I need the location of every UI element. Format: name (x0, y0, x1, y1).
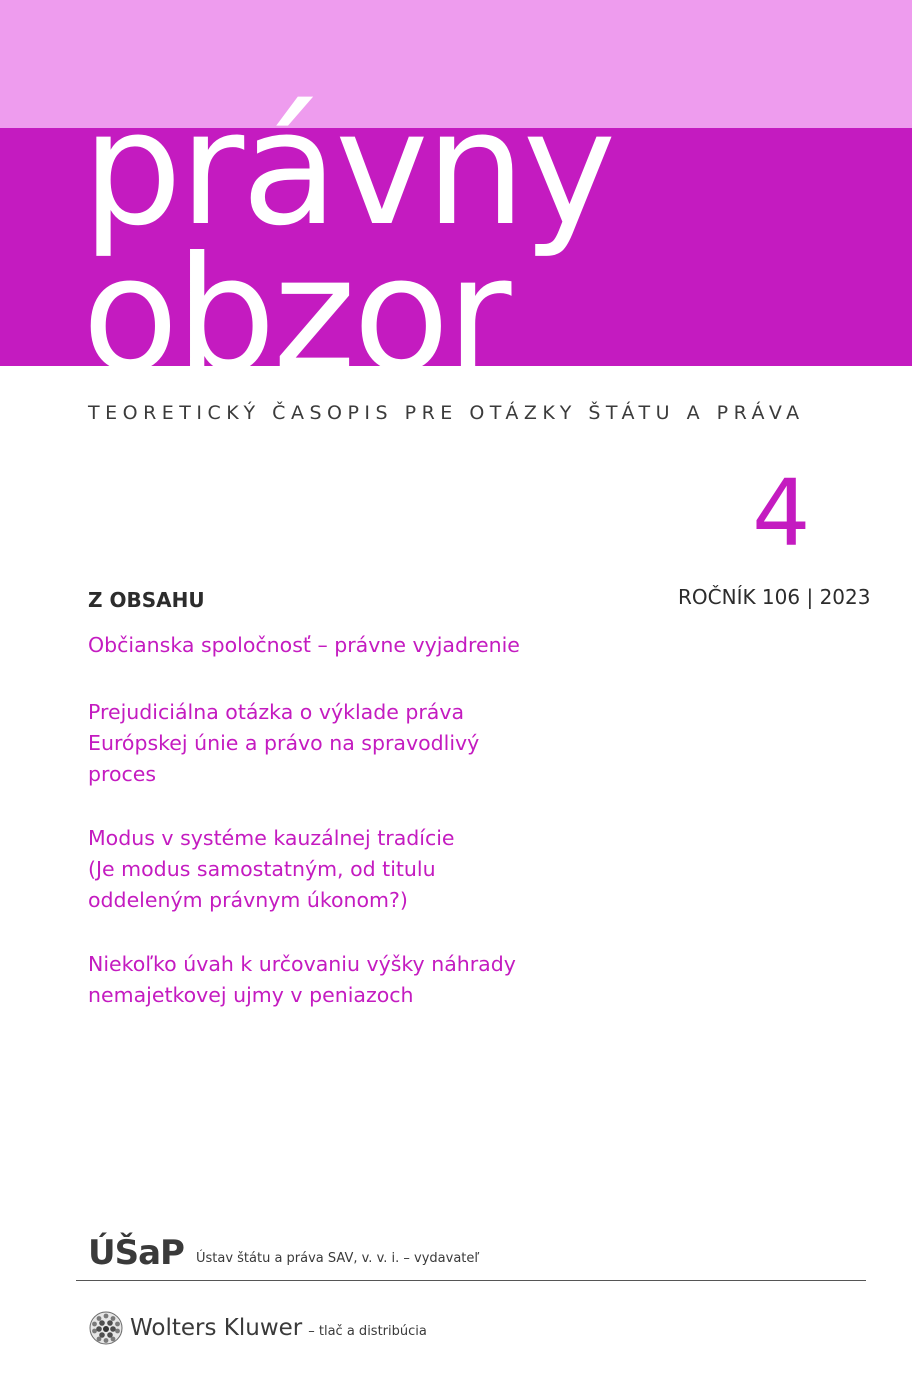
article-title (88, 949, 568, 1011)
publisher-block (88, 1230, 480, 1273)
article-title-line: Prejudiciálna otázka o výklade práva (88, 700, 465, 724)
article-title-line: (Je modus samostatným, od titulu (88, 857, 436, 881)
volume-year: ROČNÍK 106 | 2023 (678, 585, 871, 609)
distributor-block (88, 1308, 427, 1348)
article-title-line: Európskej únie a právo na spravodlivý (88, 731, 480, 755)
publisher-text: Ústav štátu a práva SAV, v. v. i. – vydavateľ (195, 1251, 480, 1266)
footer-divider (76, 1280, 866, 1281)
article-title-line: nemajetkovej ujmy v peniazoch (88, 983, 414, 1007)
article-title-line: Niekoľko úvah k určovaniu výšky náhrady (88, 952, 516, 976)
article-title (88, 697, 568, 790)
article-title (88, 823, 568, 916)
distributor-name: Wolters Kluwer (130, 1315, 303, 1341)
wolters-kluwer-globe-icon (88, 1310, 124, 1346)
article-title (88, 630, 568, 661)
publisher-logo: ÚŠaP (88, 1233, 184, 1273)
contents-heading: Z OBSAHU (88, 588, 205, 612)
distributor-role: – tlač a distribúcia (308, 1323, 427, 1339)
article-title-line: proces (88, 762, 157, 786)
masthead-title-line2: obzor (82, 223, 509, 407)
article-title-line: Modus v systéme kauzálnej tradície (88, 826, 455, 850)
journal-subtitle: TEORETICKÝ ČASOPIS PRE OTÁZKY ŠTÁTU A PRÁVA (88, 402, 805, 424)
masthead-title-line1: právny (82, 77, 614, 261)
issue-number: 4 (752, 460, 811, 567)
article-title-line: oddeleným právnym úkonom?) (88, 888, 408, 912)
article-title-line: Občianska spoločnosť – právne vyjadrenie (88, 633, 520, 657)
